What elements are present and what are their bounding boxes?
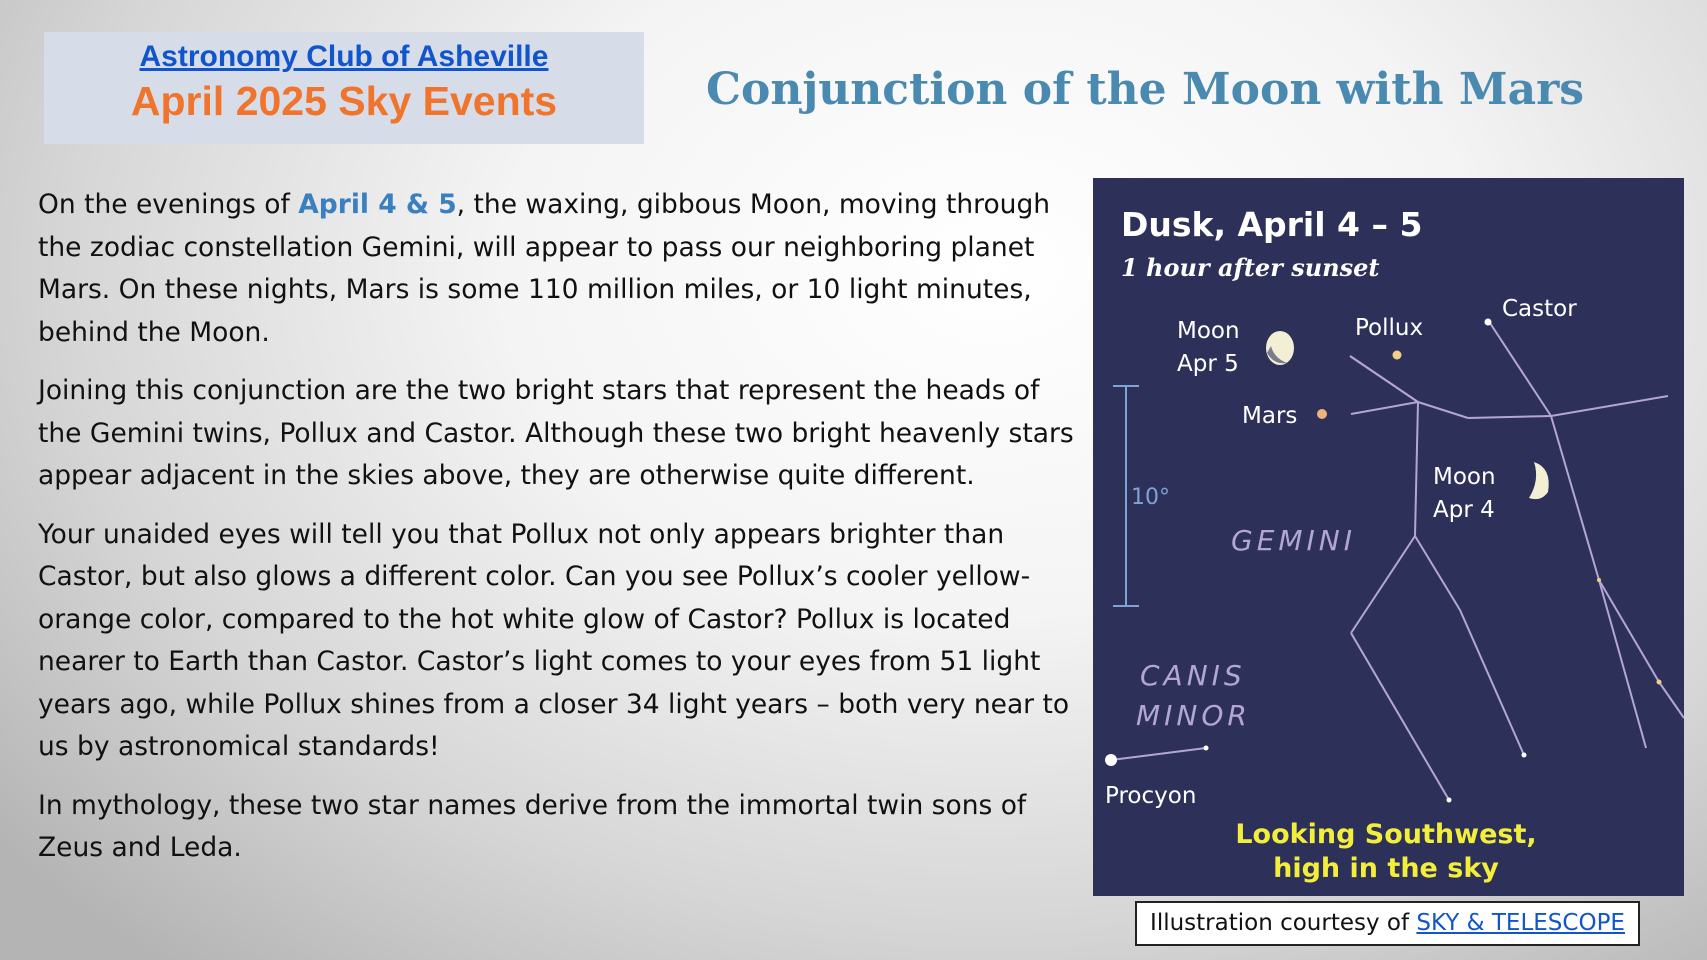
pollux-label: Pollux [1355, 315, 1424, 341]
slide-title: Conjunction of the Moon with Mars [706, 64, 1585, 115]
mars-label: Mars [1242, 403, 1298, 429]
paragraph-2: Joining this conjunction are the two bright stars that represent the heads of the Gemini twins, Pollux and Castor. Although these two bright heavenly stars appear adjacent in the skies above, they are otherwise quite different. [38, 375, 1074, 491]
club-name-link[interactable]: Astronomy Club of Asheville [139, 40, 549, 73]
castor-label: Castor [1502, 296, 1577, 322]
mars-planet [1317, 409, 1327, 419]
sky-telescope-link[interactable]: SKY & TELESCOPE [1416, 910, 1625, 936]
paragraph-1 [38, 184, 1090, 354]
date-highlight: April 4 & 5 [298, 189, 457, 220]
illustration-credit [1135, 901, 1640, 946]
body-text [38, 184, 1090, 886]
star-dot [1522, 753, 1527, 758]
paragraph-4: In mythology, these two star names derive from the immortal twin sons of Zeus and Leda. [38, 789, 1027, 863]
moon-apr5-date: Apr 5 [1177, 351, 1239, 377]
moon-apr4-icon [1529, 462, 1549, 499]
star-dot [1657, 680, 1662, 685]
star-dot [1204, 746, 1209, 751]
chart-subheading: 1 hour after sunset [1121, 253, 1380, 282]
moon-apr5-label: Moon [1177, 318, 1240, 344]
canis-minor-line [1111, 748, 1206, 760]
events-title: April 2025 Sky Events [130, 78, 558, 124]
paragraph-3: Your unaided eyes will tell you that Pollux not only appears brighter than Castor, but also glows a different color. Can you see Pollux’s cooler yellow-orange color, compared to the hot white glow of Castor? Pollux is located nearer to Earth than Castor. Castor’s light comes to your eyes from 51 light years ago, while Pollux shines from a closer 34 light years – both very near to us by astronomical standards! [38, 518, 1070, 762]
gemini-label: GEMINI [1231, 524, 1357, 557]
moon-apr4-label: Moon [1433, 464, 1496, 490]
star-dot [1447, 798, 1452, 803]
chart-footer-line1: Looking Southwest, [1235, 819, 1537, 850]
chart-heading: Dusk, April 4 – 5 [1121, 205, 1423, 244]
chart-footer-line2: high in the sky [1273, 853, 1499, 884]
pollux-star [1393, 351, 1402, 360]
sky-chart [1093, 178, 1684, 896]
castor-star [1485, 319, 1492, 326]
scale-label: 10° [1131, 485, 1170, 510]
canis-minor-label-line2: MINOR [1136, 699, 1251, 732]
moon-apr4-date: Apr 4 [1433, 497, 1495, 523]
star-dot [1597, 578, 1601, 582]
gemini-constellation-lines [1350, 320, 1684, 800]
procyon-label: Procyon [1105, 783, 1197, 809]
canis-minor-label-line1: CANIS [1140, 659, 1246, 692]
p1-before: On the evenings of [38, 189, 299, 220]
club-header-box [44, 32, 644, 144]
procyon-star [1105, 754, 1117, 766]
p1-after: , the waxing, gibbous Moon, moving through the zodiac constellation Gemini, will appear to pass our neighboring planet Mars. On these nights, Mars is some 110 million miles, or 10 light minutes, behind the Moon. [38, 189, 1051, 348]
moon-apr5-icon [1266, 331, 1294, 365]
credit-prefix: Illustration courtesy of [1150, 910, 1417, 936]
